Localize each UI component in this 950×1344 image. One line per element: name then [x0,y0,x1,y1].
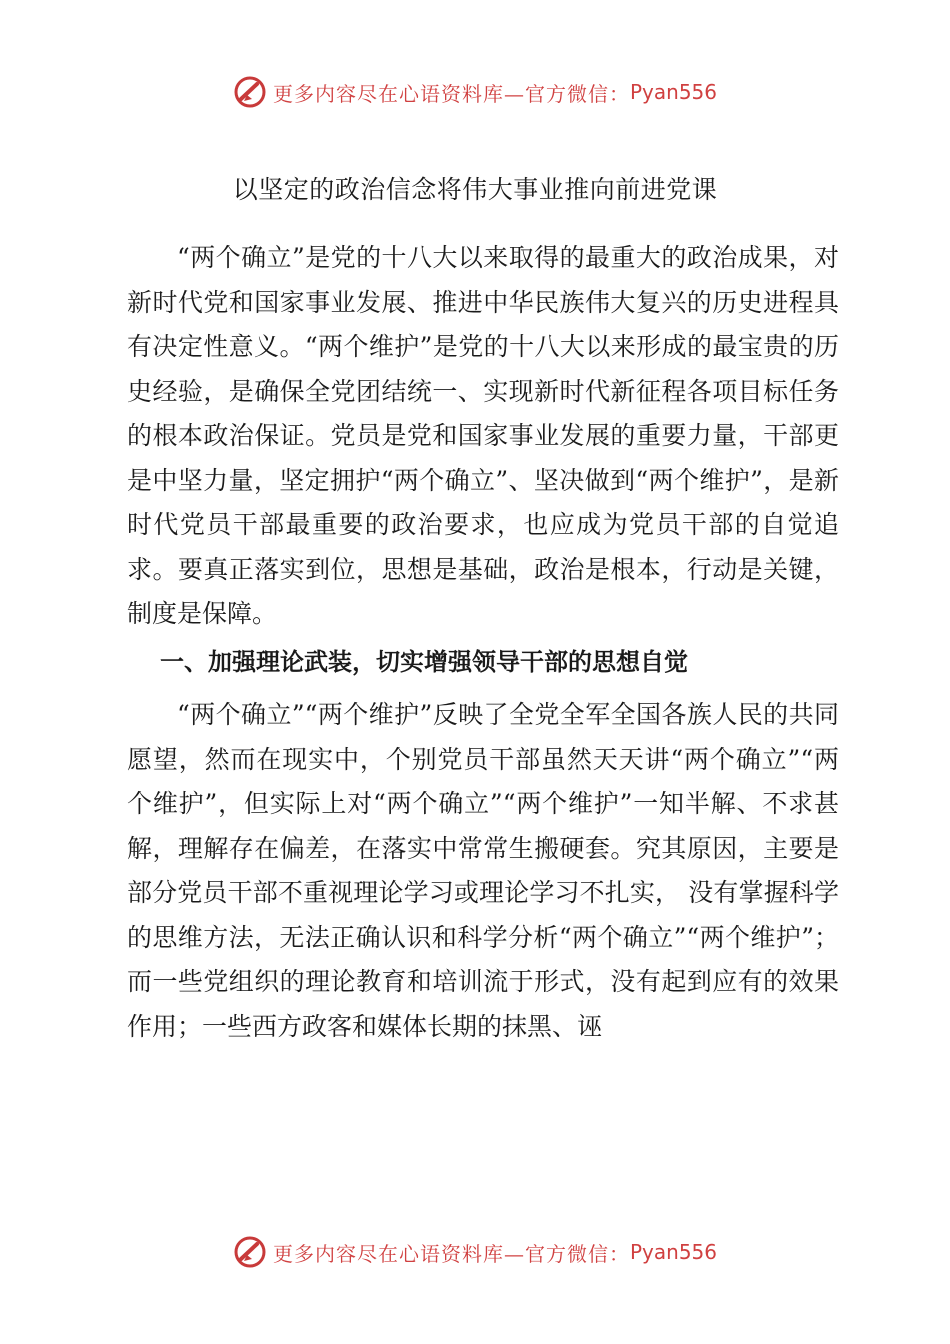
wechat-id: Pyan556 [629,1240,717,1264]
ink-brush-logo-icon [233,75,267,109]
header-watermark [0,72,950,112]
watermark-text: 更多内容尽在心语资料库—官方微信： [272,81,630,106]
section-heading: 一、加强理论武装，切实增强领导干部的思想自觉 [160,648,688,676]
wechat-id: Pyan556 [629,80,717,104]
ink-brush-logo-icon [233,1235,267,1269]
paragraph-intro: “两个确立”是党的十八大以来取得的最重大的政治成果，对新时代党和国家事业发展、推进中华民族伟大复兴的历史进程具有决定性意义。“两个维护”是党的十八大以来形成的最宝贵的历史经验，是确保全党团结统一、实现新时代新征程各项目标任务的根本政治保证。党员是党和国家事业发展的重要力量，干部更是中坚力量，坚定拥护“两个确立”、坚决做到“两个维护”，是新时代党员干部最重要的政治要求，也应成为党员干部的自觉追求。要真正落实到位，思想是基础，政治是根本，行动是关键，制度是保障。 [127,243,839,628]
paragraph-section-1: “两个确立”“两个维护”反映了全党全军全国各族人民的共同愿望，然而在现实中，个别党员干部虽然天天讲“两个确立”“两个维护”，但实际上对“两个确立”“两个维护”一知半解、不求甚解，理解存在偏差，在落实中常常生搬硬套。究其原因，主要是部分党员干部不重视理论学习或理论学习不扎实， 没有掌握科学的思维方法，无法正确认识和科学分析“两个确立”“两个维护”；而一些党组织的理论教育和培训流于形式，没有起到应有的效果作用；一些西方政客和媒体长期的抹黑、诬 [127,700,839,1041]
footer-watermark [0,1232,950,1272]
document-title: 以坚定的政治信念将伟大事业推向前进党课 [232,175,718,204]
watermark-text: 更多内容尽在心语资料库—官方微信： [272,1241,630,1266]
